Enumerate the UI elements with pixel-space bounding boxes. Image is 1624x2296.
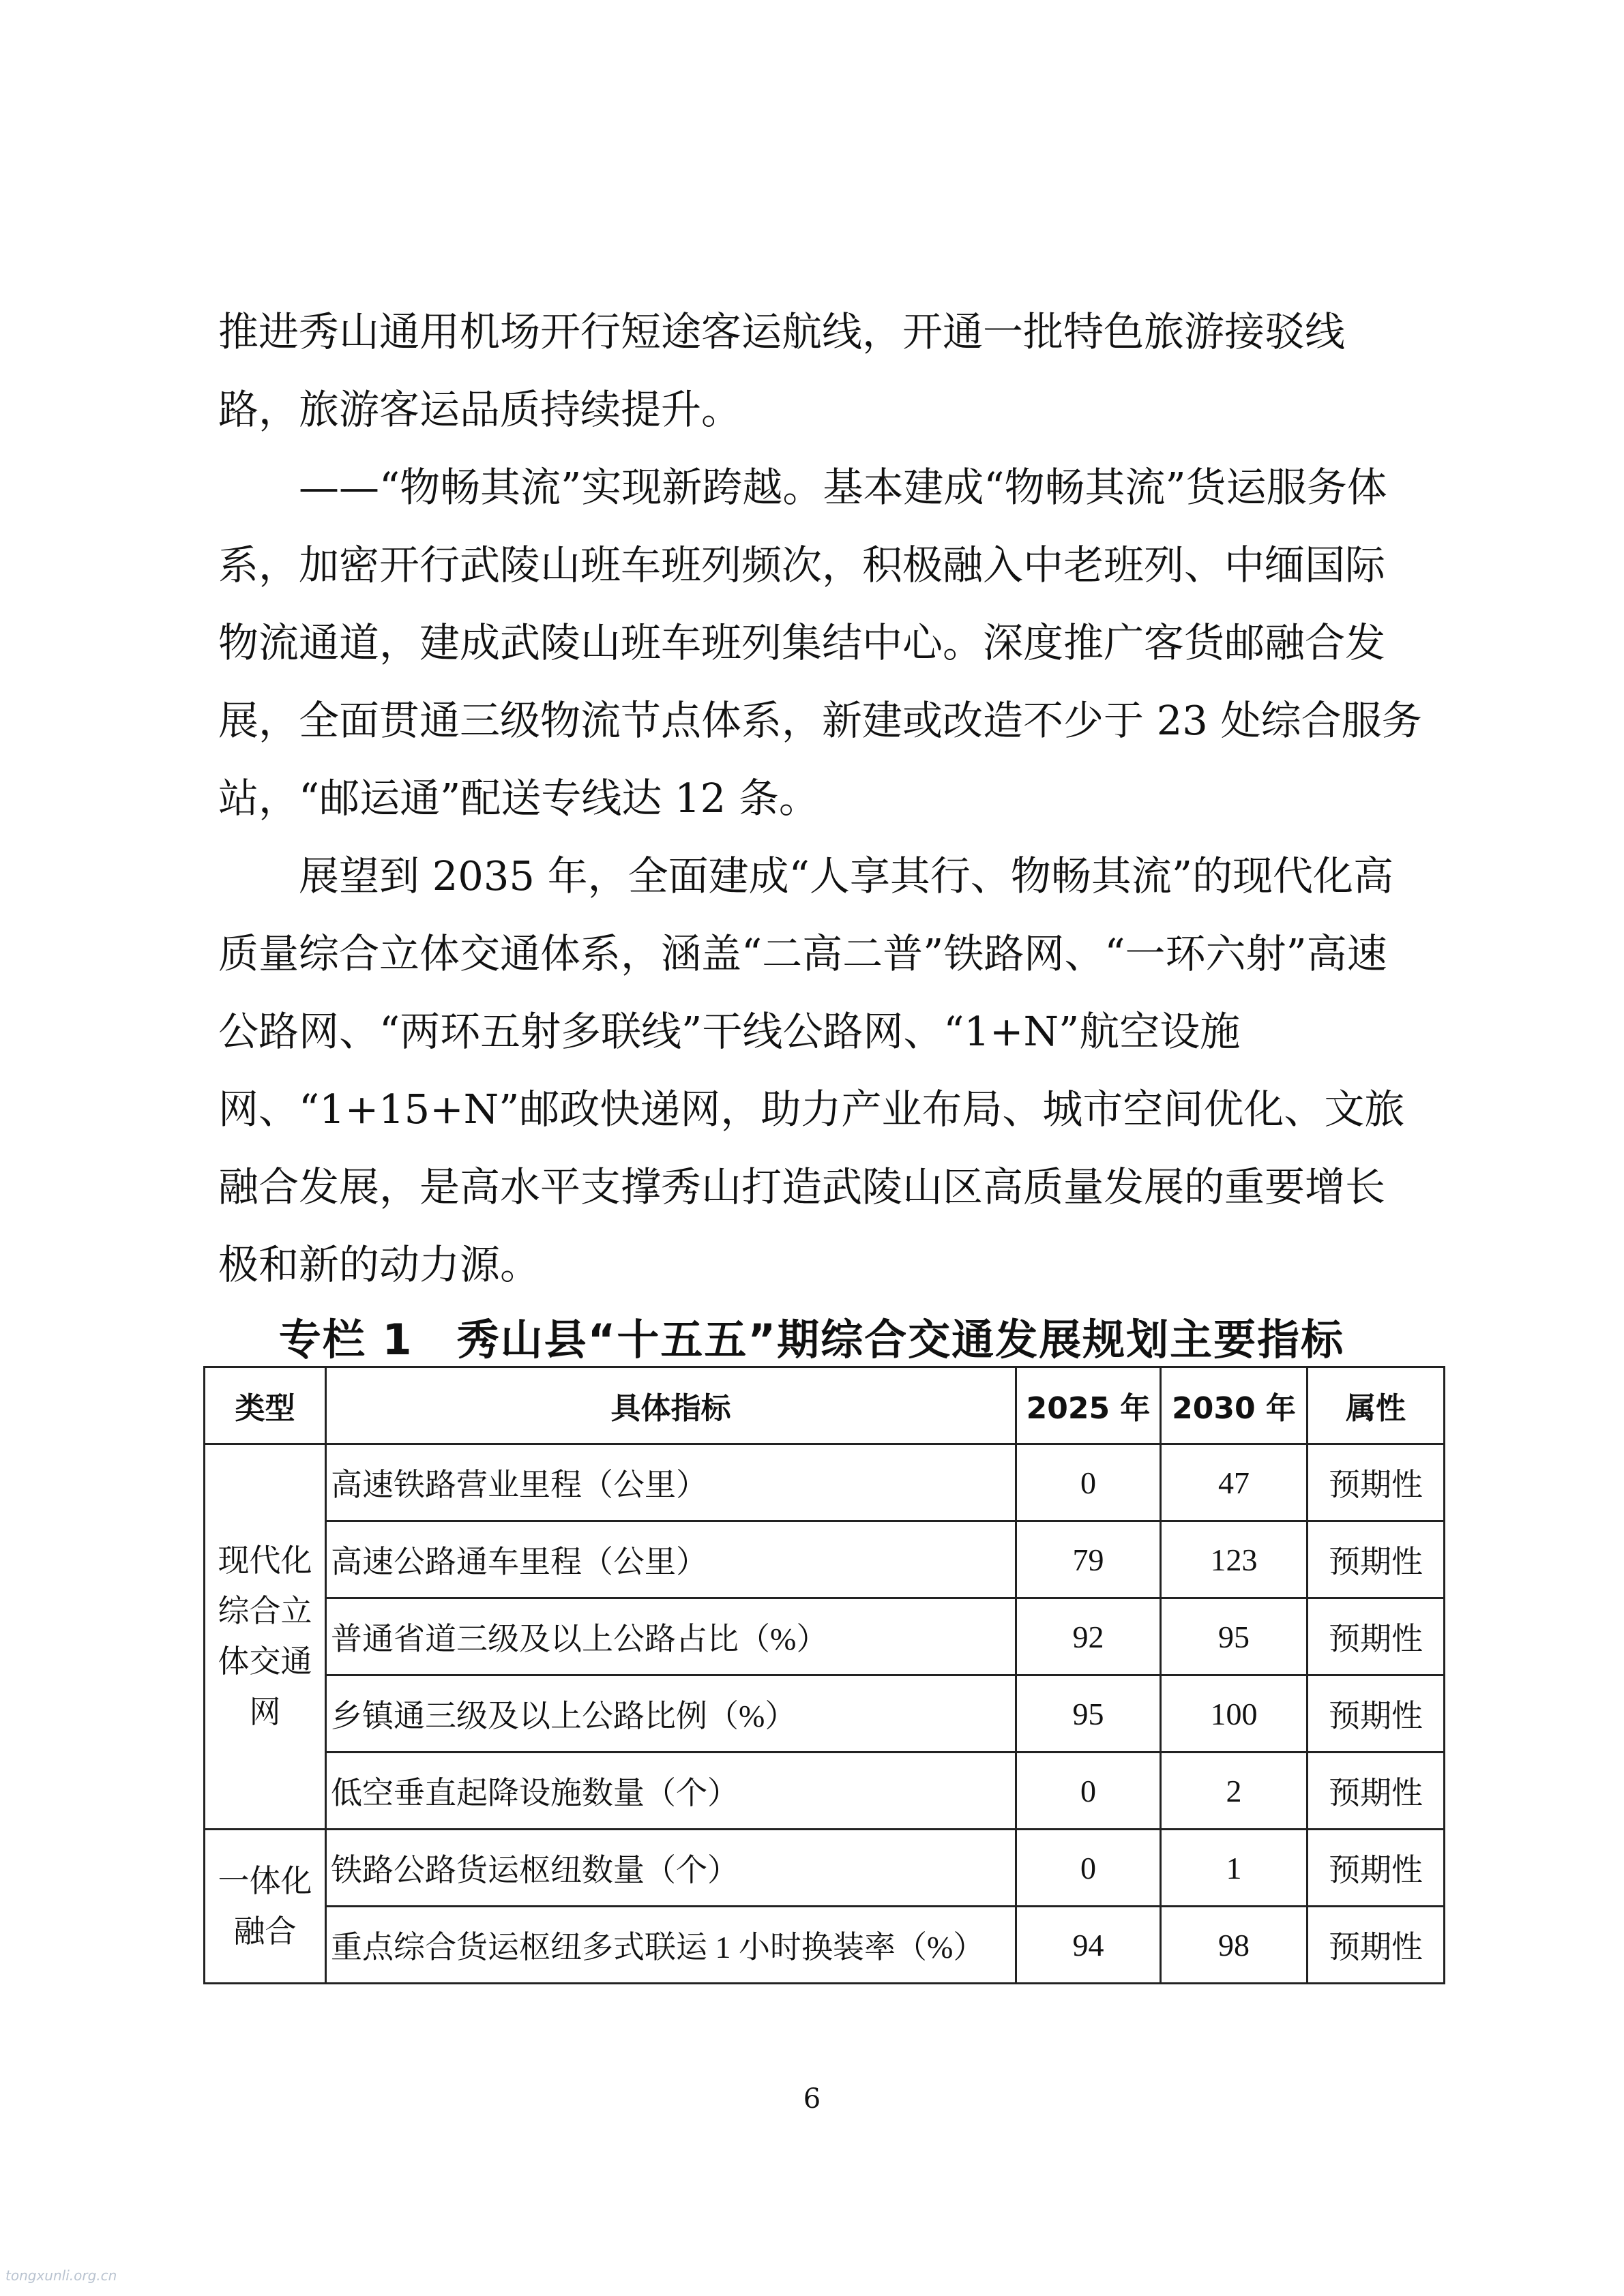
table-header-row — [205, 1367, 1445, 1444]
attribute-cell: 预期性 — [1308, 1675, 1445, 1753]
value-2030-cell: 47 — [1161, 1444, 1308, 1521]
value-2025-cell: 0 — [1016, 1444, 1161, 1521]
value-2025-cell: 94 — [1016, 1907, 1161, 1984]
table-title: 专栏 1 秀山县“十五五”期综合交通发展规划主要指标 — [278, 1315, 1345, 1365]
table-row — [205, 1753, 1445, 1830]
value-2030-cell: 100 — [1161, 1675, 1308, 1753]
attribute-cell: 预期性 — [1308, 1830, 1445, 1907]
indicator-cell: 低空垂直起降设施数量（个） — [326, 1753, 1016, 1830]
attribute-cell: 预期性 — [1308, 1598, 1445, 1675]
body-paragraph-2: ——“物畅其流”实现新跨越。基本建成“物畅其流”货运服务体系，加密开行武陵山班车班列频次，积极融入中老班列、中缅国际物流通道，建成武陵山班车班列集结中心。深度推广客货邮融合发展，全面贯通三级物流节点体系，新建或改造不少于 23 处综合服务站，“邮运通”配送专线达 12 条。 — [218, 464, 1422, 822]
attribute-cell: 预期性 — [1308, 1907, 1445, 1984]
value-2025-cell: 0 — [1016, 1753, 1161, 1830]
indicator-cell: 乡镇通三级及以上公路比例（%） — [326, 1675, 1016, 1753]
watermark-text: tongxunli.org.cn — [5, 2267, 117, 2284]
value-2030-cell: 1 — [1161, 1830, 1308, 1907]
indicator-cell: 铁路公路货运枢纽数量（个） — [326, 1830, 1016, 1907]
indicator-cell: 高速铁路营业里程（公里） — [326, 1444, 1016, 1521]
table-row — [205, 1675, 1445, 1753]
table-row — [205, 1598, 1445, 1675]
attribute-cell: 预期性 — [1308, 1753, 1445, 1830]
value-2025-cell: 95 — [1016, 1675, 1161, 1753]
indicator-table — [203, 1366, 1445, 1984]
value-2025-cell: 0 — [1016, 1830, 1161, 1907]
table-row — [205, 1830, 1445, 1907]
body-paragraph-3: 展望到 2035 年，全面建成“人享其行、物畅其流”的现代化高质量综合立体交通体系，涵盖“二高二普”铁路网、“一环六射”高速公路网、“两环五射多联线”干线公路网、“1+N”航空设施网、“1+15+N”邮政快递网，助力产业布局、城市空间优化、文旅融合发展，是高水平支撑秀山打造武陵山区高质量发展的重要增长极和新的动力源。 — [218, 852, 1405, 1288]
category-cell: 现代化综合立体交通网 — [205, 1444, 326, 1830]
header-2030: 2030 年 — [1161, 1367, 1308, 1444]
attribute-cell: 预期性 — [1308, 1444, 1445, 1521]
indicator-cell: 高速公路通车里程（公里） — [326, 1521, 1016, 1598]
header-type: 类型 — [205, 1367, 326, 1444]
attribute-cell: 预期性 — [1308, 1521, 1445, 1598]
table-row — [205, 1444, 1445, 1521]
indicator-cell: 重点综合货运枢纽多式联运 1 小时换装率（%） — [326, 1907, 1016, 1984]
table-row — [205, 1907, 1445, 1984]
value-2025-cell: 79 — [1016, 1521, 1161, 1598]
page-number: 6 — [803, 2083, 821, 2115]
table-row — [205, 1521, 1445, 1598]
header-indicator: 具体指标 — [326, 1367, 1016, 1444]
value-2025-cell: 92 — [1016, 1598, 1161, 1675]
value-2030-cell: 98 — [1161, 1907, 1308, 1984]
header-attribute: 属性 — [1308, 1367, 1445, 1444]
category-cell: 一体化融合 — [205, 1830, 326, 1984]
indicator-cell: 普通省道三级及以上公路占比（%） — [326, 1598, 1016, 1675]
header-2025: 2025 年 — [1016, 1367, 1161, 1444]
value-2030-cell: 95 — [1161, 1598, 1308, 1675]
body-paragraph-1: 推进秀山通用机场开行短途客运航线，开通一批特色旅游接驳线路，旅游客运品质持续提升。 — [218, 308, 1346, 433]
value-2030-cell: 2 — [1161, 1753, 1308, 1830]
value-2030-cell: 123 — [1161, 1521, 1308, 1598]
